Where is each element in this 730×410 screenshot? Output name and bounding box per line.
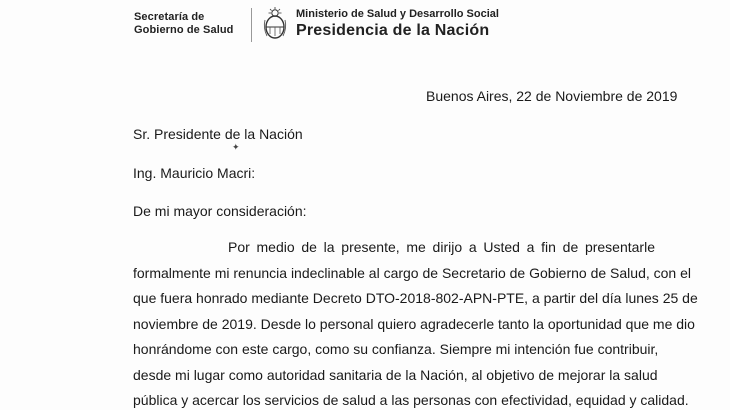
letterhead-secretariat [134, 11, 234, 37]
letterhead-divider [251, 8, 252, 42]
paragraph-line-5: honrándome con este cargo, como su confianza. Siempre mi intención fue contribuir, [133, 341, 659, 357]
paragraph-line-7: pública y acercar los servicios de salud a las personas con efectividad, equidad y calidad. [133, 392, 689, 408]
letterhead-ministry-name: Ministerio de Salud y Desarrollo Social [296, 8, 499, 20]
letterhead-secretariat-line2: Gobierno de Salud [134, 24, 234, 36]
salutation: De mi mayor consideración: [133, 203, 307, 219]
letter-date: Buenos Aires, 22 de Noviembre de 2019 [426, 88, 678, 104]
letterhead-presidencia: Presidencia de la Nación [296, 22, 490, 39]
scan-speck: ✦ [232, 142, 240, 152]
recipient-title: Sr. Presidente de la Nación [133, 126, 303, 142]
letterhead-ministry [296, 7, 499, 40]
letterhead-secretariat-line1: Secretaría de [134, 11, 205, 23]
argentina-coat-of-arms-icon [262, 6, 288, 40]
paragraph-line-1: Por medio de la presente, me dirijo a Usted a fin de presentarle [228, 239, 655, 255]
recipient-name: Ing. Mauricio Macri: [133, 165, 256, 181]
paragraph-line-3: que fuera honrado mediante Decreto DTO-2018-802-APN-PTE, a partir del día lunes 25 de [133, 290, 698, 306]
paragraph-line-2: formalmente mi renuncia indeclinable al cargo de Secretario de Gobierno de Salud, con el [133, 265, 691, 281]
paragraph-line-6: desde mi lugar como autoridad sanitaria de la Nación, al objetivo de mejorar la salud [133, 367, 658, 383]
paragraph-line-4: noviembre de 2019. Desde lo personal quiero agradecerle tanto la oportunidad que me dio [133, 316, 695, 332]
